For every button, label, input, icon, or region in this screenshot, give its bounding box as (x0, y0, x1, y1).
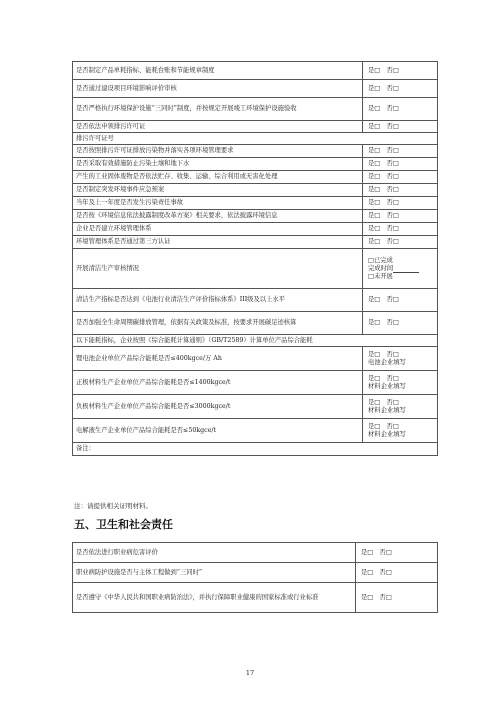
table-row (73, 371, 438, 395)
item-cell: 当年及上一年度是否发生污染责任事故 (73, 197, 363, 210)
table-row (73, 335, 438, 347)
yes-no-checkbox[interactable]: 是□ 否□ (363, 236, 438, 249)
filler-note: 电池企业填写 (368, 358, 406, 366)
table-row (73, 133, 438, 145)
yes-no-checkbox[interactable]: 是□ 否□ (363, 158, 438, 171)
yes-no-checkbox[interactable]: 是□ 否□ (356, 583, 438, 613)
filler-note: 材料企业填写 (368, 406, 406, 414)
remarks-field[interactable]: 备注： (73, 443, 438, 456)
table-row (73, 543, 438, 563)
yes-no-checkbox[interactable]: 是□ 否□ (363, 98, 438, 121)
table-row (73, 443, 438, 456)
item-cell: 开展清洁生产审核情况 (73, 249, 363, 289)
table-row (73, 395, 438, 419)
yes-no-checkbox[interactable]: 是□ 否□ (368, 422, 399, 430)
energy-status-cell (363, 347, 438, 371)
item-cell: 是否依法申领排污许可证 (73, 121, 363, 133)
table-row (73, 184, 438, 197)
completion-date-label: 完成时间 (368, 264, 394, 272)
item-cell: 是否依法进行职业病危害评价 (73, 543, 356, 563)
item-cell: 是否通过建设项目环境影响评价审核 (73, 80, 363, 98)
table-row (73, 223, 438, 236)
table-row (73, 171, 438, 184)
item-cell: 是否严格执行环境保护设施“三同时”制度，并按规定开展竣工环境保护设施验收 (73, 98, 363, 121)
environment-checklist-table (72, 61, 438, 456)
yes-no-checkbox[interactable]: 是□ 否□ (363, 80, 438, 98)
completed-checkbox[interactable]: □已完成 (368, 256, 393, 264)
item-cell: 是否按《环境信息依法披露制度改革方案》相关要求，依法披露环境信息 (73, 210, 363, 223)
yes-no-checkbox[interactable]: 是□ 否□ (368, 398, 399, 406)
item-cell: 清洁生产指标是否达到《电池行业清洁生产评价指标体系》III级及以上水平 (73, 289, 363, 312)
yes-no-checkbox[interactable]: 是□ 否□ (363, 62, 438, 80)
item-cell: 是否采取有效措施防止污染土壤和地下水 (73, 158, 363, 171)
page-number: 17 (245, 669, 255, 677)
energy-status-cell (363, 395, 438, 419)
yes-no-checkbox[interactable]: 是□ 否□ (363, 312, 438, 335)
item-cell: 是否遵守《中华人民共和国职业病防治法》，并执行保障职业健康的国家标准或行业标准 (73, 583, 356, 613)
audit-status-cell (363, 249, 438, 289)
yes-no-checkbox[interactable]: 是□ 否□ (363, 197, 438, 210)
table-row (73, 80, 438, 98)
permit-number-field[interactable]: 排污许可证号 (73, 133, 438, 145)
health-responsibility-table (72, 542, 438, 613)
yes-no-checkbox[interactable]: 是□ 否□ (356, 563, 438, 583)
yes-no-checkbox[interactable]: 是□ 否□ (363, 289, 438, 312)
filler-note: 材料企业填写 (368, 430, 406, 438)
table-row (73, 312, 438, 335)
table-row (73, 347, 438, 371)
table-row (73, 583, 438, 613)
table-row (73, 249, 438, 289)
table-row (73, 289, 438, 312)
table-row (73, 145, 438, 158)
yes-no-checkbox[interactable]: 是□ 否□ (356, 543, 438, 563)
table-row (73, 121, 438, 133)
item-cell: 正极材料生产企业单位产品综合能耗是否≤1400kgce/t (73, 371, 363, 395)
table-row (73, 62, 438, 80)
item-cell: 产生的工业固体废物是否依法贮存、收集、运输、综合利用或无害化处理 (73, 171, 363, 184)
footnote: 注：请提供相关证明材料。 (74, 502, 152, 510)
table-row (73, 419, 438, 443)
item-cell: 是否制定产品单耗指标、能耗台账和节能规章制度 (73, 62, 363, 80)
table-row (73, 236, 438, 249)
section-title: 五、卫生和社会责任 (74, 518, 173, 531)
item-cell: 是否加强全生命周期碳排放管理，依据有关政策及标准，按要求开展碳足迹核算 (73, 312, 363, 335)
filler-note: 材料企业填写 (368, 382, 406, 390)
item-cell: 环境管理体系是否通过第三方认证 (73, 236, 363, 249)
yes-no-checkbox[interactable]: 是□ 否□ (363, 210, 438, 223)
item-cell: 企业是否建立环境管理体系 (73, 223, 363, 236)
yes-no-checkbox[interactable]: 是□ 否□ (363, 121, 438, 133)
table-row (73, 197, 438, 210)
yes-no-checkbox[interactable]: 是□ 否□ (368, 374, 399, 382)
item-cell: 职业病防护设施是否与主体工程做到“三同时” (73, 563, 356, 583)
item-cell: 是否按照排污许可证排放污染物并落实各项环境管理要求 (73, 145, 363, 158)
energy-status-cell (363, 371, 438, 395)
energy-status-cell (363, 419, 438, 443)
yes-no-checkbox[interactable]: 是□ 否□ (363, 223, 438, 236)
item-cell: 电解液生产企业单位产品综合能耗是否≤50kgce/t (73, 419, 363, 443)
yes-no-checkbox[interactable]: 是□ 否□ (363, 171, 438, 184)
item-cell: 锂电池企业单位产品综合能耗是否≤400kgce/万 Ah (73, 347, 363, 371)
not-started-checkbox[interactable]: □未开展 (368, 272, 393, 280)
yes-no-checkbox[interactable]: 是□ 否□ (363, 184, 438, 197)
table-row (73, 210, 438, 223)
item-cell: 是否制定突发环境事件应急预案 (73, 184, 363, 197)
table-row (73, 563, 438, 583)
table-row (73, 98, 438, 121)
table-row (73, 158, 438, 171)
energy-header-cell: 以下能耗指标，企业按照《综合能耗计算通则》（GB/T2589）计算单位产品综合能耗 (73, 335, 438, 347)
completion-date-field[interactable] (368, 265, 434, 273)
yes-no-checkbox[interactable]: 是□ 否□ (363, 145, 438, 158)
yes-no-checkbox[interactable]: 是□ 否□ (368, 350, 399, 358)
date-blank-line (393, 266, 419, 273)
item-cell: 负极材料生产企业单位产品综合能耗是否≤3000kgce/t (73, 395, 363, 419)
